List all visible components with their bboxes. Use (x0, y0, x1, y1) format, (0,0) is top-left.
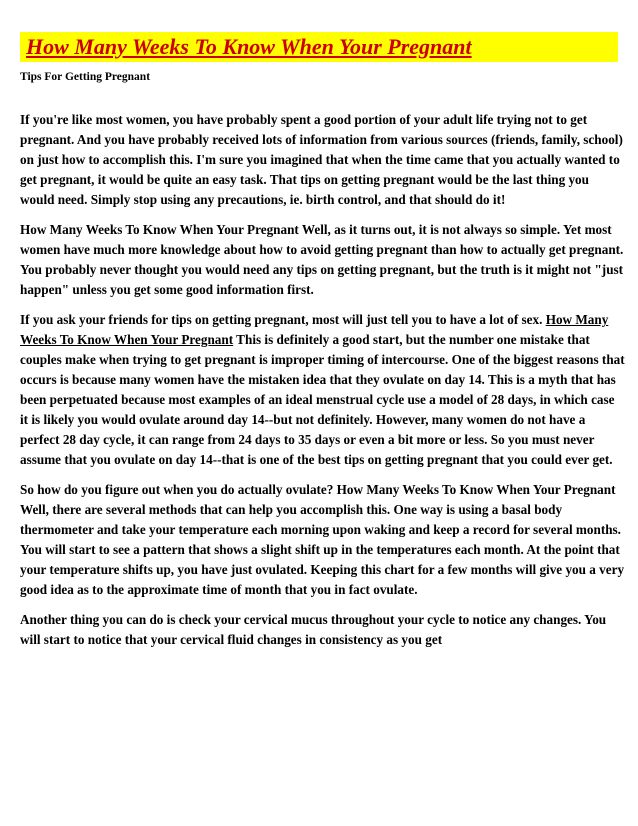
paragraph-3-rest: This is definitely a good start, but the number one mistake that couples make when trying to get pregnant is improper timing of intercourse. One of the biggest reasons that occurs is because many women have the mistaken idea that they ovulate on day 14. This is a myth that has been perpetuated because most examples of an ideal menstrual cycle use a model of 28 days, in which case it is likely you would ovulate around day 14--but not definitely. However, many women do not have a perfect 28 day cycle, it can range from 24 days to 35 days or even a bit more or less. So you must never assume that you ovulate on day 14--that is one of the best tips on getting pregnant that you could ever get. (20, 332, 625, 467)
title-banner (20, 32, 618, 62)
paragraph-4: So how do you figure out when you do actually ovulate? How Many Weeks To Know When Your Pregnant Well, there are several methods that can help you accomplish this. One way is using a basal body thermometer and take your temperature each morning upon waking and keep a record for several months. You will start to see a pattern that shows a slight shift up in the temperatures each month. At the point that your temperature shifts up, you have just ovulated. Keeping this chart for a few months will give you a very good idea as to the approximate time of month that you in fact ovulate. (20, 482, 625, 597)
paragraph-2: How Many Weeks To Know When Your Pregnant Well, as it turns out, it is not always so simple. Yet most women have much more knowledge about how to avoid getting pregnant than how to actually get pregnant. You probably never thought you would need any tips on getting pregnant, but the truth is it might not "just happen" unless you get some good information first. (20, 222, 624, 297)
page-title: How Many Weeks To Know When Your Pregnant (26, 34, 472, 59)
paragraph-3 (20, 310, 625, 470)
paragraph-3-intro: If you ask your friends for tips on getting pregnant, most will just tell you to have a lot of sex. (20, 312, 546, 327)
paragraph-1: If you're like most women, you have probably spent a good portion of your adult life trying not to get pregnant. And you have probably received lots of information from various sources (friends, family, school) on just how to accomplish this. I'm sure you imagined that when the time came that you actually wanted to get pregnant, it would be quite an easy task. That tips on getting pregnant would be the last thing you would need. Simply stop using any precautions, ie. birth control, and that should do it! (20, 112, 623, 207)
page-subtitle: Tips For Getting Pregnant (20, 71, 151, 83)
keyword-link[interactable]: How Many Weeks To Know When Your Pregnant (20, 312, 609, 347)
article-body (20, 110, 625, 660)
paragraph-5: Another thing you can do is check your cervical mucus throughout your cycle to notice any changes. You will start to notice that your cervical fluid changes in consistency as you get (20, 612, 607, 647)
